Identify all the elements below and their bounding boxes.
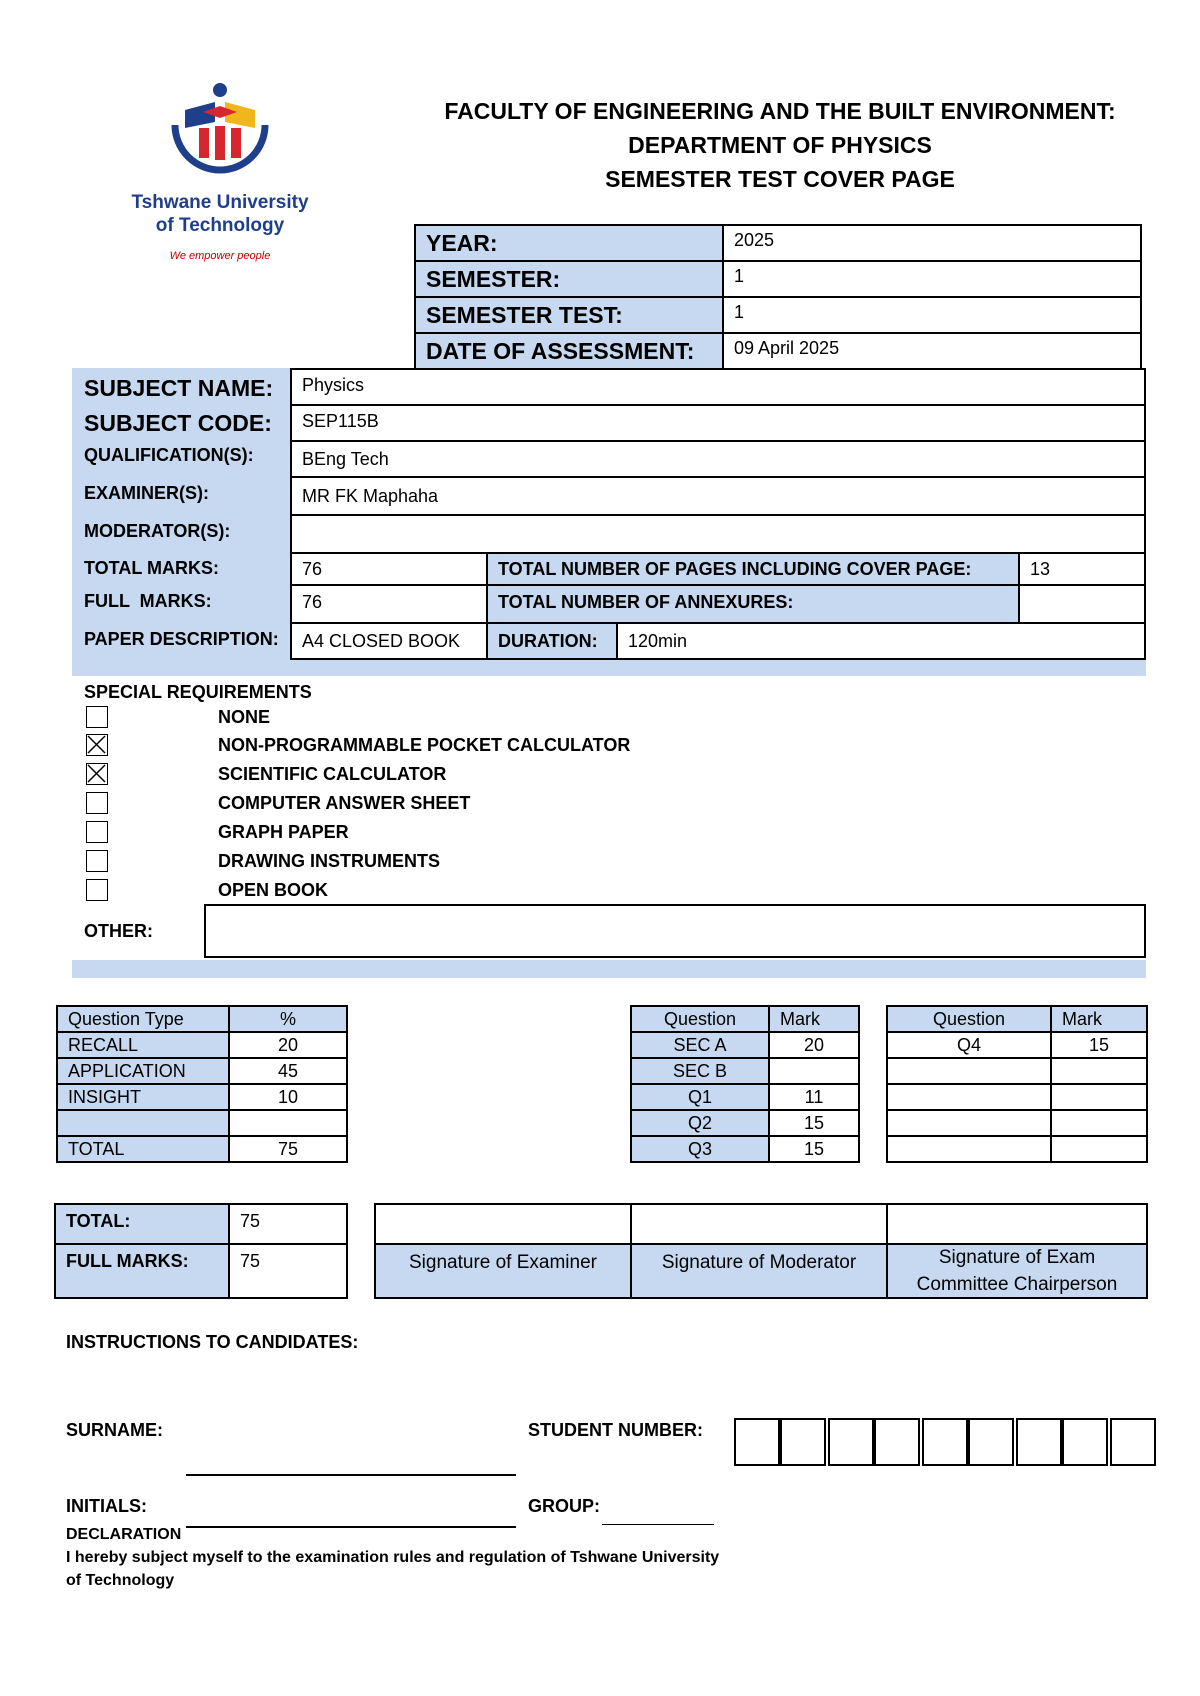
qtype-pct-cell: 45 (229, 1058, 347, 1084)
surname-label: SURNAME: (66, 1420, 163, 1440)
qtype-cell (57, 1110, 229, 1136)
marks1-mark-cell: 15 (769, 1110, 859, 1136)
table-row (631, 1110, 859, 1136)
student-number-boxes (734, 1418, 1164, 1466)
total-pages-label: TOTAL NUMBER OF PAGES INCLUDING COVER PAGE: (486, 552, 1020, 586)
qtype-pct-cell: 75 (229, 1136, 347, 1162)
examiner-value: MR FK Maphaha (290, 476, 1146, 516)
other-field[interactable] (204, 904, 1146, 958)
signature-examiner-label: Signature of Examiner (374, 1243, 632, 1299)
req-none-label: NONE (218, 707, 271, 727)
totals-total-label: TOTAL: (54, 1203, 230, 1245)
table-row (57, 1032, 347, 1058)
signature-chair-label (886, 1243, 1148, 1299)
marks1-mark-cell: 20 (769, 1032, 859, 1058)
table-row (887, 1136, 1147, 1162)
surname-field[interactable] (186, 1452, 516, 1476)
signature-moderator-field[interactable] (630, 1203, 888, 1245)
table-row (631, 1058, 859, 1084)
checkbox-open-book[interactable] (86, 879, 108, 901)
logo-name-line1: Tshwane University (131, 192, 309, 213)
checkbox-scientific-calculator[interactable] (86, 763, 108, 785)
qtype-header-pct: % (229, 1006, 347, 1032)
table-row (887, 1084, 1147, 1110)
table-row (631, 1032, 859, 1058)
marks2-question-cell: Q4 (887, 1032, 1051, 1058)
qtype-cell: APPLICATION (57, 1058, 229, 1084)
signature-examiner-field[interactable] (374, 1203, 632, 1245)
header-line3: SEMESTER TEST COVER PAGE (605, 166, 955, 192)
table-row (57, 1110, 347, 1136)
moderator-value (290, 514, 1146, 554)
student-number-digit-box[interactable] (1062, 1418, 1108, 1466)
req-scientific-calculator-label: SCIENTIFIC CALCULATOR (218, 764, 447, 784)
declaration-line1: I hereby subject myself to the examination rules and regulation of Tshwane University (66, 1549, 720, 1566)
total-marks-value: 76 (290, 552, 488, 586)
checkbox-graph-paper[interactable] (86, 821, 108, 843)
table-row (887, 1110, 1147, 1136)
marks1-question-cell: Q3 (631, 1136, 769, 1162)
marks2-mark-cell (1051, 1084, 1147, 1110)
marks1-header-question: Question (631, 1006, 769, 1032)
semester-test-value: 1 (722, 296, 1142, 334)
logo-name-line2: of Technology (155, 215, 285, 236)
date-label: DATE OF ASSESSMENT: (414, 332, 724, 370)
checkbox-non-programmable-calculator[interactable] (86, 734, 108, 756)
total-marks-label: TOTAL MARKS: (84, 558, 219, 578)
marks2-header-question: Question (887, 1006, 1051, 1032)
table-row (57, 1136, 347, 1162)
marks2-mark-cell (1051, 1110, 1147, 1136)
subject-code-value: SEP115B (290, 404, 1146, 442)
year-value: 2025 (722, 224, 1142, 262)
qtype-cell: INSIGHT (57, 1084, 229, 1110)
marks1-question-cell: Q1 (631, 1084, 769, 1110)
check-x-icon (87, 764, 106, 783)
qtype-header-type: Question Type (57, 1006, 229, 1032)
declaration-title: DECLARATION (66, 1526, 182, 1543)
marks1-question-cell: SEC A (631, 1032, 769, 1058)
marks-table-1 (630, 1005, 860, 1163)
table-row (57, 1084, 347, 1110)
signature-chair-line2: Committee Chairperson (916, 1274, 1118, 1295)
check-x-icon (87, 735, 106, 754)
logo-motto: We empower people (169, 250, 271, 262)
totals-full-value: 75 (228, 1243, 348, 1299)
student-number-digit-box[interactable] (1016, 1418, 1062, 1466)
header-line1: FACULTY OF ENGINEERING AND THE BUILT ENVIRONMENT: (444, 98, 1116, 124)
annexures-label: TOTAL NUMBER OF ANNEXURES: (486, 584, 1020, 624)
paper-description-label: PAPER DESCRIPTION: (84, 629, 279, 649)
moderator-label: MODERATOR(S): (84, 521, 231, 541)
group-field[interactable] (602, 1506, 714, 1525)
checkbox-none[interactable] (86, 706, 108, 728)
initials-field[interactable] (186, 1506, 516, 1528)
instructions-heading: INSTRUCTIONS TO CANDIDATES: (66, 1332, 359, 1352)
special-requirements-title: SPECIAL REQUIREMENTS (84, 682, 312, 702)
marks1-question-cell: Q2 (631, 1110, 769, 1136)
marks2-header-mark: Mark (1051, 1006, 1147, 1032)
table-row (887, 1006, 1147, 1032)
student-number-digit-box[interactable] (874, 1418, 920, 1466)
marks1-header-mark: Mark (769, 1006, 859, 1032)
marks-table-2 (886, 1005, 1148, 1163)
marks2-mark-cell (1051, 1058, 1147, 1084)
req-graph-paper-label: GRAPH PAPER (218, 822, 349, 842)
qualification-value: BEng Tech (290, 440, 1146, 478)
semester-test-label: SEMESTER TEST: (414, 296, 724, 334)
marks1-mark-cell: 11 (769, 1084, 859, 1110)
req-non-programmable-calculator-label: NON-PROGRAMMABLE POCKET CALCULATOR (218, 735, 631, 755)
marks2-question-cell (887, 1084, 1051, 1110)
table-row (57, 1006, 347, 1032)
req-drawing-instruments-label: DRAWING INSTRUMENTS (218, 851, 440, 871)
table-row (887, 1058, 1147, 1084)
semester-value: 1 (722, 260, 1142, 298)
table-row (57, 1058, 347, 1084)
req-open-book-label: OPEN BOOK (218, 880, 329, 900)
subject-name-label: SUBJECT NAME: (84, 375, 274, 401)
header-line2: DEPARTMENT OF PHYSICS (628, 132, 932, 158)
table-row (631, 1136, 859, 1162)
totals-total-value: 75 (228, 1203, 348, 1245)
other-label: OTHER: (84, 921, 153, 941)
semester-label: SEMESTER: (414, 260, 724, 298)
marks2-question-cell (887, 1136, 1051, 1162)
full-marks-value: 76 (290, 584, 488, 624)
date-value: 09 April 2025 (722, 332, 1142, 370)
marks2-mark-cell (1051, 1136, 1147, 1162)
marks1-question-cell: SEC B (631, 1058, 769, 1084)
paper-description-value: A4 CLOSED BOOK (290, 622, 488, 660)
student-number-digit-box[interactable] (1110, 1418, 1156, 1466)
total-pages-value: 13 (1018, 552, 1146, 586)
marks1-mark-cell: 15 (769, 1136, 859, 1162)
qtype-cell: TOTAL (57, 1136, 229, 1162)
student-number-digit-box[interactable] (734, 1418, 780, 1466)
qtype-pct-cell (229, 1110, 347, 1136)
marks1-mark-cell (769, 1058, 859, 1084)
full-marks-label: FULL MARKS: (84, 591, 212, 611)
initials-label: INITIALS: (66, 1496, 147, 1516)
examiner-label: EXAMINER(S): (84, 483, 209, 503)
subject-bottom-band (72, 658, 1146, 676)
duration-value: 120min (616, 622, 1146, 660)
marks2-question-cell (887, 1058, 1051, 1084)
req-computer-answer-sheet-label: COMPUTER ANSWER SHEET (218, 793, 471, 813)
signature-chair-field[interactable] (886, 1203, 1148, 1245)
signature-moderator-label: Signature of Moderator (630, 1243, 888, 1299)
student-number-digit-box[interactable] (780, 1418, 826, 1466)
group-label: GROUP: (528, 1496, 600, 1516)
table-row (631, 1006, 859, 1032)
student-number-digit-box[interactable] (922, 1418, 968, 1466)
student-number-digit-box[interactable] (968, 1418, 1014, 1466)
marks2-question-cell (887, 1110, 1051, 1136)
university-logo (120, 80, 320, 270)
student-number-label: STUDENT NUMBER: (528, 1420, 703, 1440)
qtype-pct-cell: 10 (229, 1084, 347, 1110)
annexures-value (1018, 584, 1146, 624)
student-number-digit-box[interactable] (828, 1418, 874, 1466)
special-bottom-band (72, 960, 1146, 978)
checkbox-computer-answer-sheet[interactable] (86, 792, 108, 814)
qualification-label: QUALIFICATION(S): (84, 445, 254, 465)
table-row (887, 1032, 1147, 1058)
question-type-table (56, 1005, 348, 1163)
duration-label: DURATION: (486, 622, 618, 660)
qtype-cell: RECALL (57, 1032, 229, 1058)
checkbox-drawing-instruments[interactable] (86, 850, 108, 872)
subject-name-value: Physics (290, 368, 1146, 406)
signature-chair-line1: Signature of Exam (938, 1247, 1096, 1268)
marks2-mark-cell: 15 (1051, 1032, 1147, 1058)
subject-code-label: SUBJECT CODE: (84, 410, 272, 436)
year-label: YEAR: (414, 224, 724, 262)
declaration-line2: of Technology (66, 1572, 175, 1589)
qtype-pct-cell: 20 (229, 1032, 347, 1058)
table-row (631, 1084, 859, 1110)
logo-emblem-icon (165, 80, 275, 185)
totals-full-label: FULL MARKS: (54, 1243, 230, 1299)
